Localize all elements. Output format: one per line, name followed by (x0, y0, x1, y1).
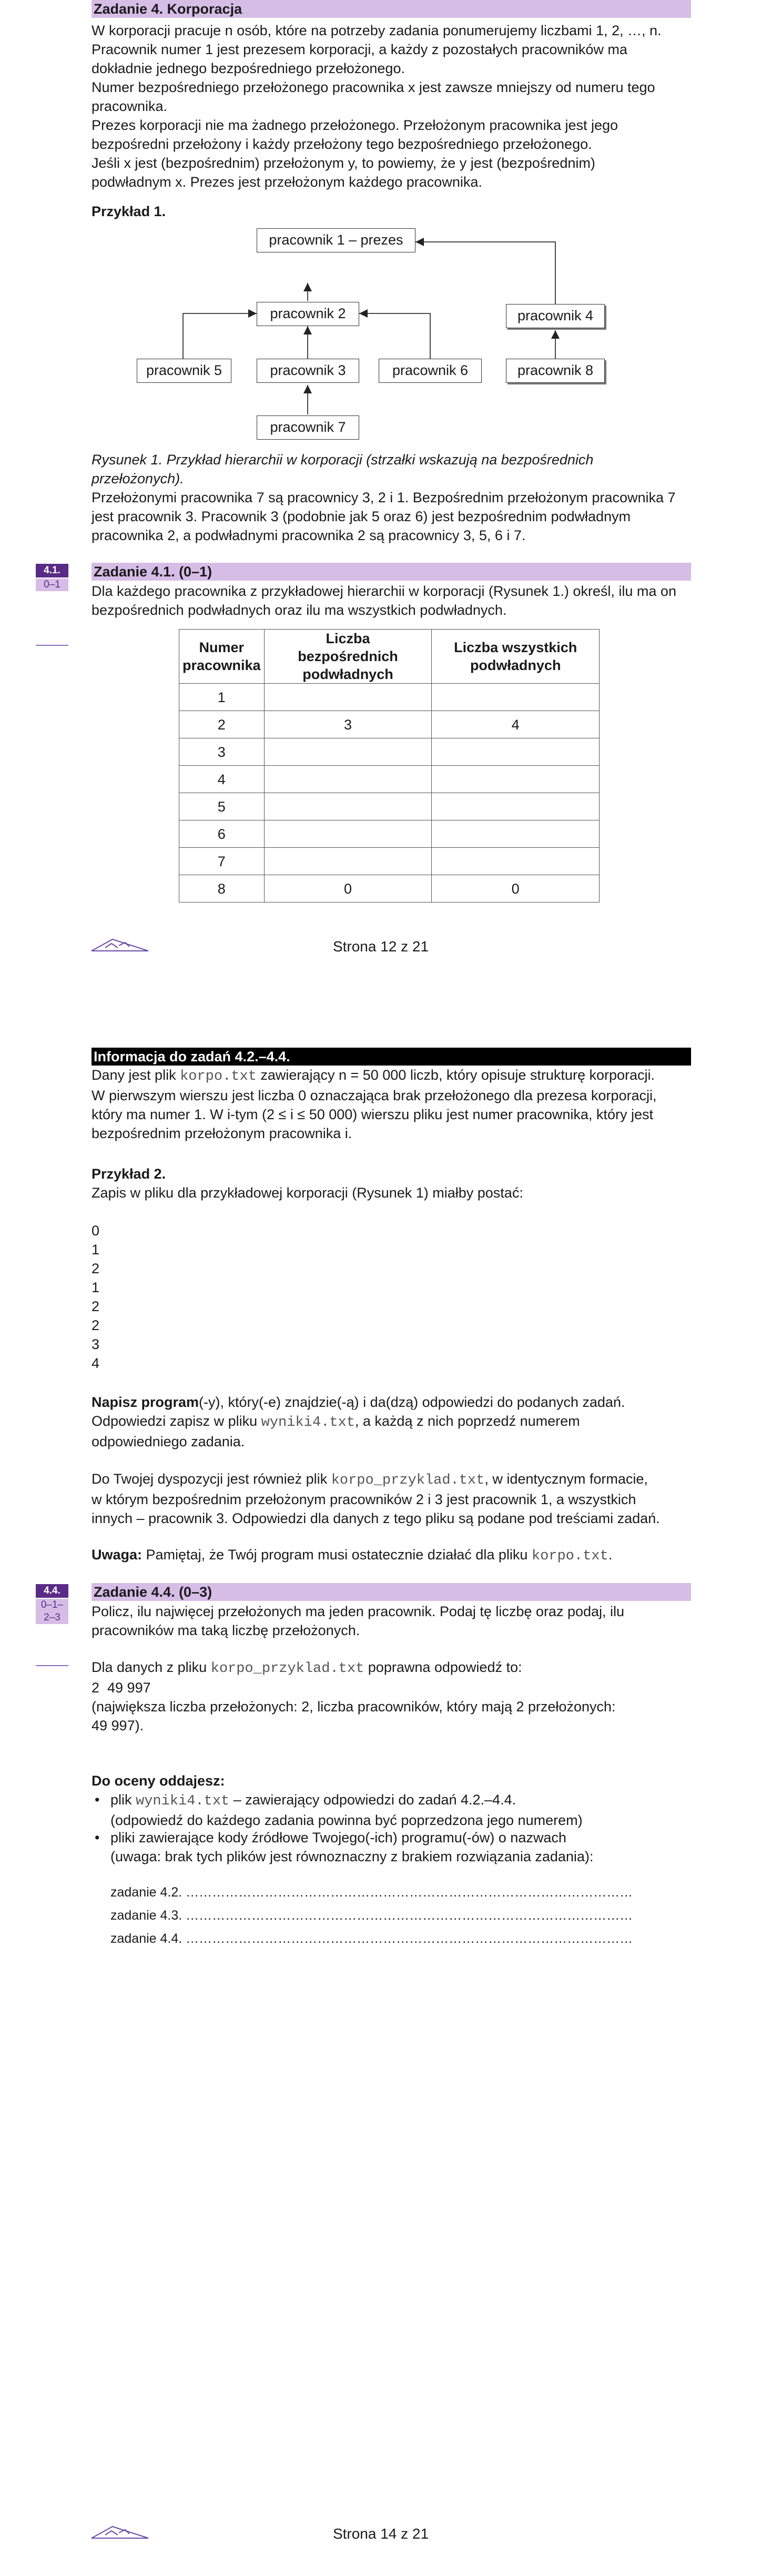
cell-direct[interactable] (264, 848, 432, 875)
explain-line: pracownika 2, a podwładnymi pracownika 2 są pracownicy 3, 5, 6 i 7. (92, 528, 526, 543)
col-header: Liczba wszystkich podwładnych (432, 630, 600, 684)
task44-title: Zadanie 4.4. (0–3) (94, 1584, 212, 1600)
task41-title-bar (92, 563, 691, 581)
cell-number: 7 (179, 848, 265, 875)
task44-score-line (36, 1665, 68, 1666)
text-span: Dla danych z pliku (92, 1659, 211, 1675)
info-text (92, 1066, 691, 1143)
arrow-4-to-1 (415, 242, 555, 304)
bullet-icon: • (95, 1792, 100, 1808)
intro-line: Jeśli x jest (bezpośrednim) przełożonym y, to powiemy, że y jest (bezpośrednim) (92, 155, 595, 171)
przyklad-line: w którym bezpośrednim przełożonym pracowników 2 i 3 jest pracownik 1, a wszystkich (92, 1492, 636, 1507)
value-line: 2 (92, 1261, 100, 1276)
program-instructions (92, 1393, 691, 1451)
info-title: Informacja do zadań 4.2.–4.4. (94, 1049, 290, 1064)
node-pracownik-4: pracownik 4 (506, 304, 605, 328)
intro-line: W korporacji pracuje n osób, które na potrzeby zadania ponumerujemy liczbami 1, 2, …, n. (92, 23, 662, 38)
item-line (110, 1790, 689, 1811)
explain-line: Przełożonymi pracownika 7 są pracownicy 3, 2 i 1. Bezpośrednim przełożonym pracownika 7 (92, 490, 676, 505)
task44-title-bar (92, 1583, 691, 1601)
text-span: poprawna odpowiedź to: (364, 1659, 522, 1675)
filename: korpo.txt (180, 1069, 257, 1084)
uwaga-note (92, 1545, 691, 1566)
answer-note: (największa liczba przełożonych: 2, liczba pracowników, który mają 2 przełożonych: (92, 1699, 616, 1715)
filename: korpo.txt (531, 1548, 608, 1564)
task41-line: Dla każdego pracownika z przykładowej hierarchii w korporacji (Rysunek 1.) określ, ilu ma on (92, 583, 676, 599)
task41-line: bezpośrednich podwładnych oraz ilu ma wszystkich podwładnych. (92, 602, 507, 618)
cell-all[interactable] (432, 738, 600, 766)
task41-table (179, 629, 600, 902)
cell-direct[interactable] (264, 793, 432, 820)
cell-direct: 0 (264, 875, 432, 902)
source-line-42[interactable]: zadanie 4.2. ………………………………………………………………………………………… (110, 1885, 633, 1900)
filename: wyniki4.txt (261, 1415, 355, 1431)
text-span: Odpowiedzi zapisz w pliku (92, 1413, 261, 1429)
submit-item-2 (110, 1828, 689, 1866)
submit-item-1 (110, 1790, 689, 1830)
filename: korpo_przyklad.txt (210, 1661, 364, 1677)
caption-line: przełożonych). (92, 471, 184, 486)
bold-span: Uwaga: (92, 1547, 143, 1563)
task41-text (92, 582, 691, 620)
col-header: Numer pracownika (179, 630, 265, 684)
text-span: Pamiętaj, że Twój program musi ostatecznie działać dla pliku (142, 1547, 532, 1563)
node-pracownik-2: pracownik 2 (257, 302, 359, 326)
przyklad-file-info (92, 1469, 691, 1528)
value-line: 1 (92, 1280, 100, 1295)
caption-line: Rysunek 1. Przykład hierarchii w korporacji (strzałki wskazują na bezpośrednich (92, 452, 594, 468)
arrow-6-to-2 (359, 313, 430, 359)
source-line-44[interactable]: zadanie 4.4. ………………………………………………………………………………………… (110, 1931, 633, 1946)
answer-note: 49 997). (92, 1718, 144, 1733)
cell-direct[interactable] (264, 738, 432, 766)
table-row (179, 738, 600, 766)
table-row (179, 711, 600, 738)
node-pracownik-3: pracownik 3 (257, 359, 359, 383)
uwaga-line (92, 1545, 691, 1566)
value-line: 2 (92, 1317, 100, 1333)
example2-values (92, 1221, 691, 1373)
filename: korpo_przyklad.txt (331, 1473, 485, 1488)
hierarchy-diagram (0, 0, 761, 452)
node-pracownik-7: pracownik 7 (257, 415, 359, 440)
example2-text: Zapis w pliku dla przykładowej korporacji (Rysunek 1) miałby postać: (92, 1185, 523, 1201)
example2-label: Przykład 2. (92, 1166, 166, 1182)
source-line-43[interactable]: zadanie 4.3. ………………………………………………………………………………………… (110, 1908, 633, 1923)
task41-title: Zadanie 4.1. (0–1) (94, 564, 212, 580)
answer-value: 2 49 997 (92, 1680, 151, 1696)
col-header: Liczba bezpośrednich podwładnych (264, 630, 432, 684)
value-line: 1 (92, 1242, 100, 1257)
task44-line: pracowników ma taką liczbę przełożonych. (92, 1622, 360, 1638)
cell-all[interactable] (432, 848, 600, 875)
item-line: (uwaga: brak tych plików jest równoznaczny z brakiem rozwiązania zadania): (110, 1849, 594, 1864)
cke-logo-icon (89, 936, 153, 955)
submit-title: Do oceny oddajesz: (92, 1773, 225, 1789)
task44-answer (92, 1658, 691, 1735)
program-line (92, 1393, 691, 1412)
filename: wyniki4.txt (136, 1793, 230, 1809)
cell-number: 5 (179, 793, 265, 820)
cell-direct: 3 (264, 711, 432, 738)
task41-score-line (36, 645, 68, 646)
cell-number: 3 (179, 738, 265, 766)
figure-caption (92, 450, 691, 488)
task44-points-2: 2–3 (36, 1611, 68, 1624)
text-span: (-y), który(-e) znajdzie(-ą) i da(dzą) odpowiedzi do podanych zadań. (199, 1394, 625, 1410)
text-span: – zawierający odpowiedzi do zadań 4.2.–4.4. (229, 1792, 516, 1808)
task44-badge: 4.4. (36, 1584, 68, 1598)
info-line (92, 1066, 691, 1086)
task41-badge: 4.1. (36, 564, 68, 577)
cell-all[interactable] (432, 793, 600, 820)
table-row (179, 820, 600, 848)
cell-all: 0 (432, 875, 600, 902)
value-line: 3 (92, 1336, 100, 1352)
page-number: Strona 14 z 21 (332, 2526, 429, 2542)
figure-explanation (92, 488, 691, 545)
table-row (179, 766, 600, 793)
cell-all[interactable] (432, 766, 600, 793)
intro-line: Numer bezpośredniego przełożonego pracownika x jest zawsze mniejszy od numeru tego (92, 79, 655, 95)
bullet-icon: • (95, 1830, 100, 1845)
task44-line: Policz, ilu najwięcej przełożonych ma jeden pracownik. Podaj tę liczbę oraz podaj, ilu (92, 1604, 625, 1619)
node-pracownik-8: pracownik 8 (506, 359, 605, 383)
example1-label: Przykład 1. (92, 204, 166, 219)
info-line: W pierwszym wierszu jest liczba 0 oznaczająca brak przełożonego dla prezesa korporacji, (92, 1088, 657, 1103)
cell-number: 1 (179, 684, 265, 711)
value-line: 4 (92, 1355, 100, 1371)
info-line: bezpośrednim przełożonym pracownika i. (92, 1125, 352, 1141)
intro-line: dokładnie jednego bezpośredniego przełożonego. (92, 60, 405, 76)
task44-points-1: 0–1– (36, 1599, 68, 1611)
text-span: , w identycznym formacie, (484, 1471, 648, 1487)
text-span: , a każdą z nich poprzedź numerem (354, 1413, 580, 1429)
bold-span: Napisz program (92, 1394, 199, 1410)
task4-title: Zadanie 4. Korporacja (94, 1, 242, 17)
text-span: plik (110, 1792, 136, 1808)
intro-line: podwładnym x. Prezes jest przełożonym każdego pracownika. (92, 174, 482, 190)
cell-number: 4 (179, 766, 265, 793)
answer-intro (92, 1658, 691, 1678)
task41-points: 0–1 (36, 579, 68, 591)
program-line: odpowiedniego zadania. (92, 1434, 245, 1449)
cell-number: 8 (179, 875, 265, 902)
task44-text (92, 1602, 691, 1640)
cell-direct[interactable] (264, 684, 432, 711)
value-line: 0 (92, 1223, 100, 1239)
intro-line: Pracownik numer 1 jest prezesem korporacji, a każdy z pozostałych pracowników ma (92, 42, 627, 57)
cell-number: 2 (179, 711, 265, 738)
cell-direct[interactable] (264, 820, 432, 848)
text-span: zawierający n = 50 000 liczb, który opisuje strukturę korporacji. (256, 1067, 655, 1083)
info-title-bar (92, 1048, 691, 1066)
arrow-5-to-2 (183, 313, 257, 359)
node-pracownik-5: pracownik 5 (137, 359, 231, 383)
cell-all: 4 (432, 711, 600, 738)
cell-number: 6 (179, 820, 265, 848)
explain-line: jest pracownik 3. Pracownik 3 (podobnie jak 5 oraz 6) jest bezpośrednim podwładnym (92, 509, 631, 524)
intro-line: bezpośredni przełożony i każdy przełożony tego bezpośredniego przełożonego. (92, 136, 592, 152)
value-line: 2 (92, 1299, 100, 1314)
table-row (179, 684, 600, 711)
cell-all[interactable] (432, 684, 600, 711)
intro-line: Prezes korporacji nie ma żadnego przełożonego. Przełożonym pracownika jest jego (92, 117, 618, 133)
cell-all[interactable] (432, 820, 600, 848)
node-pracownik-6: pracownik 6 (379, 359, 482, 383)
cke-logo-icon (89, 2523, 153, 2542)
intro-line: pracownika. (92, 98, 168, 114)
table-row (179, 793, 600, 820)
page-number: Strona 12 z 21 (332, 938, 429, 955)
przyklad-line: innych – pracownik 3. Odpowiedzi dla danych z tego pliku są podane pod treściami zadań. (92, 1510, 660, 1526)
info-line: który ma numer 1. W i-tym (2 ≤ i ≤ 50 000) wierszu pliku jest numer pracownika, który jest (92, 1107, 653, 1122)
cell-direct[interactable] (264, 766, 432, 793)
text-span: Do Twojej dyspozycji jest również plik (92, 1471, 331, 1487)
text-span: . (608, 1547, 613, 1563)
table-row (179, 875, 600, 902)
text-span: Dany jest plik (92, 1067, 180, 1083)
node-pracownik-1: pracownik 1 – prezes (257, 228, 415, 252)
item-line: (odpowiedź do każdego zadania powinna być poprzedzona jego numerem) (110, 1812, 583, 1828)
item-line: pliki zawierające kody źródłowe Twojego(-ich) programu(-ów) o nazwach (110, 1830, 566, 1845)
table-row (179, 848, 600, 875)
program-line (92, 1412, 691, 1432)
przyklad-line (92, 1469, 691, 1490)
